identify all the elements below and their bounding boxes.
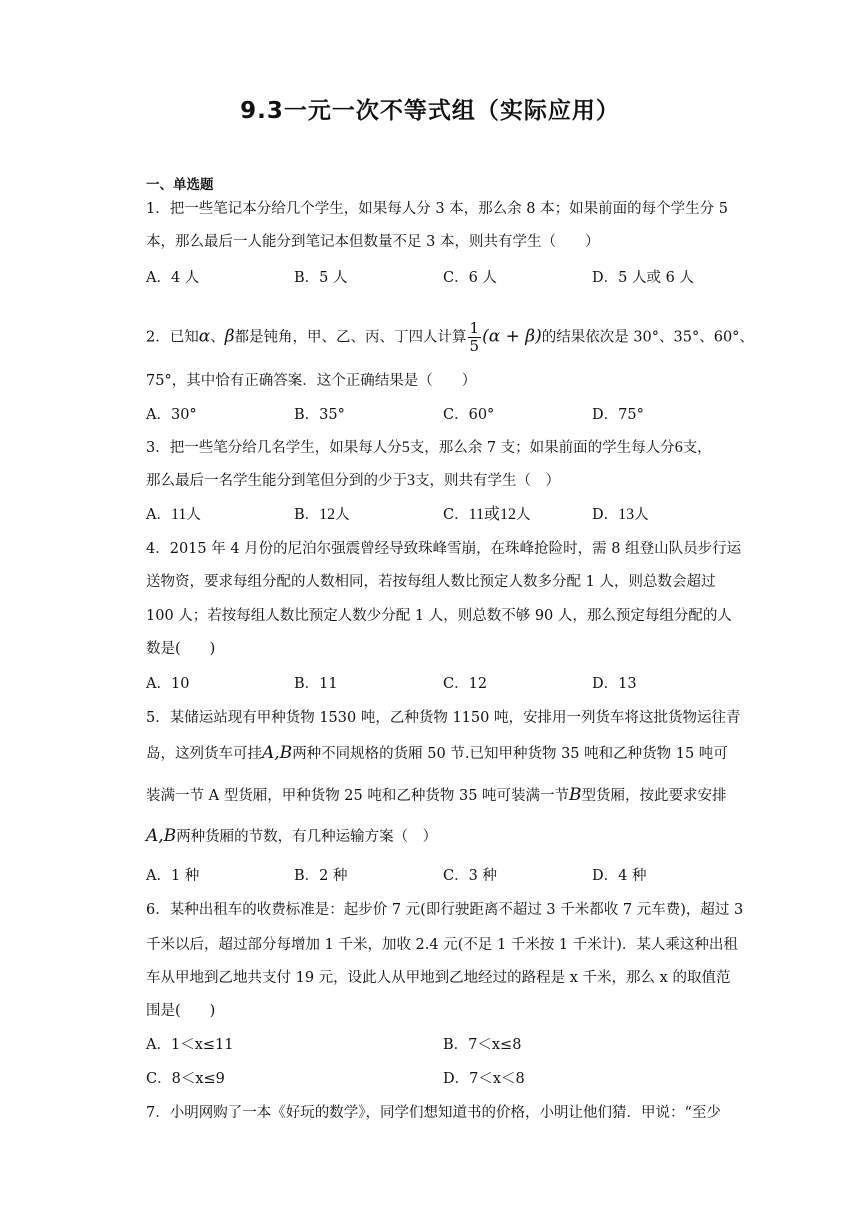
q2-text-b: 都是钝角，甲、乙、丙、丁四人计算 bbox=[234, 329, 467, 346]
q1-line-1: 1．把一些笔记本分给几个学生，如果每人分 3 本，那么余 8 本；如果前面的每个学生分 5 bbox=[146, 201, 728, 217]
alpha-plus-beta: (α + β) bbox=[482, 326, 542, 347]
q2-text-a: 2．已知 bbox=[146, 329, 199, 346]
q5-option-d: D．4 种 bbox=[592, 868, 647, 884]
q3-text-e: 支，则共有学生（ ） bbox=[415, 473, 560, 489]
q6-option-d: D．7＜x＜8 bbox=[443, 1071, 525, 1087]
q5-text-d: 型货厢，按此要求安排 bbox=[581, 788, 727, 804]
fraction-denominator: 5 bbox=[469, 337, 480, 355]
alpha-symbol: α bbox=[198, 326, 211, 347]
beta-symbol: β bbox=[224, 326, 235, 347]
q3-option-c-unit: 人 bbox=[516, 507, 531, 523]
q4-line-1: 4．2015 年 4 月份的尼泊尔强震曾经导致珠峰雪崩，在珠峰抢险时，需 8 组登山队员步行运 bbox=[146, 541, 742, 557]
q2-line-2: 75°，其中恰有正确答案．这个正确结果是（ ） bbox=[146, 373, 477, 389]
q2-separator: 、 bbox=[210, 329, 225, 346]
q1-line-2: 本，那么最后一人能分到笔记本但数量不足 3 本，则共有学生（ ） bbox=[146, 234, 600, 250]
q1-option-b: B．5 人 bbox=[294, 270, 348, 286]
document-title: 9.3一元一次不等式组（实际应用） bbox=[240, 98, 620, 124]
q3-option-b-unit: 人 bbox=[335, 507, 350, 523]
q3-line-2 bbox=[146, 471, 716, 491]
q3-option-a-label: A． bbox=[146, 507, 171, 523]
q3-option-c-number: 11或12 bbox=[468, 506, 517, 523]
q3-option-d-label: D． bbox=[592, 507, 619, 523]
q6-line-1: 6．某种出租车的收费标准是：起步价 7 元(即行驶距离不超过 3 千米都收 7 元车费)，超过 3 bbox=[146, 902, 744, 918]
q3-option-d bbox=[592, 505, 649, 525]
q3-option-b bbox=[294, 505, 350, 525]
b-symbol: B bbox=[569, 785, 582, 805]
q3-option-c bbox=[443, 505, 531, 525]
q6-line-2: 千米以后，超过部分每增加 1 千米，加收 2.4 元(不足 1 千米按 1 千米计)．某人乘这种出租 bbox=[146, 937, 738, 953]
q5-text-e: 两种货厢的节数，有几种运输方案（ ） bbox=[176, 829, 438, 845]
q5-text-c: 装满一节 A 型货厢，甲种货物 25 吨和乙种货物 35 吨可装满一节 bbox=[146, 788, 570, 804]
q6-line-3: 车从甲地到乙地共支付 19 元，设此人从甲地到乙地经过的路程是 x 千米，那么 x 的取值范 bbox=[146, 970, 731, 986]
fraction-one-fifth bbox=[468, 320, 482, 355]
q3-line-1 bbox=[146, 438, 716, 458]
q3-text-d: 那么最后一名学生能分到笔但分到的少于 bbox=[146, 473, 407, 489]
q5-option-a: A．1 种 bbox=[146, 868, 200, 884]
q3-number-6: 6 bbox=[674, 439, 683, 456]
q3-text-b: 支，那么余 7 支；如果前面的学生每人分 bbox=[409, 440, 675, 456]
ab-symbol: A,B bbox=[262, 743, 293, 763]
q5-line-2 bbox=[146, 743, 728, 764]
q6-option-b: B．7＜x≤8 bbox=[443, 1037, 522, 1053]
q5-option-c: C．3 种 bbox=[443, 868, 497, 884]
q3-number-3: 3 bbox=[407, 472, 415, 489]
q3-option-a bbox=[146, 505, 201, 525]
q2-option-b: B．35° bbox=[294, 407, 345, 423]
q4-option-d: D．13 bbox=[592, 676, 637, 692]
q2-option-d: D．75° bbox=[592, 407, 644, 423]
q2-line-1 bbox=[146, 319, 754, 355]
q7-line-1: 7．小明网购了一本《好玩的数学》，同学们想知道书的价格，小明让他们猜．甲说：“至少 bbox=[146, 1105, 721, 1121]
q6-option-c: C．8＜x≤9 bbox=[146, 1071, 225, 1087]
q5-option-b: B．2 种 bbox=[294, 868, 348, 884]
q3-option-a-number: 11 bbox=[170, 506, 187, 523]
q4-option-b: B．11 bbox=[294, 676, 338, 692]
q3-number-5: 5 bbox=[401, 439, 410, 456]
q3-option-c-label: C． bbox=[443, 507, 469, 523]
q1-option-c: C．6 人 bbox=[443, 270, 497, 286]
q5-line-3 bbox=[146, 785, 727, 806]
q4-option-a: A．10 bbox=[146, 676, 190, 692]
q3-text-c: 支， bbox=[682, 440, 712, 456]
q3-option-d-number: 13 bbox=[618, 506, 635, 523]
q2-text-c: 的结果依次是 30°、35°、60°、 bbox=[541, 329, 754, 346]
q3-text-a: 3．把一些笔分给几名学生，如果每人分 bbox=[146, 440, 402, 456]
q4-line-2: 送物资，要求每组分配的人数相同，若按每组人数比预定人数多分配 1 人，则总数会超过 bbox=[146, 574, 716, 590]
q6-option-a: A．1＜x≤11 bbox=[146, 1037, 234, 1053]
q3-option-d-unit: 人 bbox=[634, 507, 649, 523]
q3-option-a-unit: 人 bbox=[186, 507, 201, 523]
fraction-numerator: 1 bbox=[469, 319, 480, 337]
ab-symbol-2: A,B bbox=[146, 826, 177, 846]
q1-option-d: D．5 人或 6 人 bbox=[592, 270, 694, 286]
q5-text-b: 两种不同规格的货厢 50 节.已知甲种货物 35 吨和乙种货物 15 吨可 bbox=[292, 746, 728, 762]
q5-text-a: 岛，这列货车可挂 bbox=[146, 746, 262, 762]
q4-line-4: 数是( ) bbox=[146, 641, 216, 657]
q5-line-4 bbox=[146, 826, 716, 847]
section-heading: 一、单选题 bbox=[146, 177, 214, 193]
q1-option-a: A．4 人 bbox=[146, 270, 200, 286]
q3-option-b-number: 12 bbox=[319, 506, 336, 523]
q2-option-a: A．30° bbox=[146, 407, 197, 423]
q2-option-c: C．60° bbox=[443, 407, 495, 423]
q3-option-b-label: B． bbox=[294, 507, 320, 523]
q6-line-4: 围是( ) bbox=[146, 1003, 216, 1019]
q4-option-c: C．12 bbox=[443, 676, 488, 692]
q5-line-1: 5．某储运站现有甲种货物 1530 吨，乙种货物 1150 吨，安排用一列货车将这批货物运往青 bbox=[146, 710, 741, 726]
q4-line-3: 100 人；若按每组人数比预定人数少分配 1 人，则总数不够 90 人，那么预定每组分配的人 bbox=[146, 608, 732, 624]
